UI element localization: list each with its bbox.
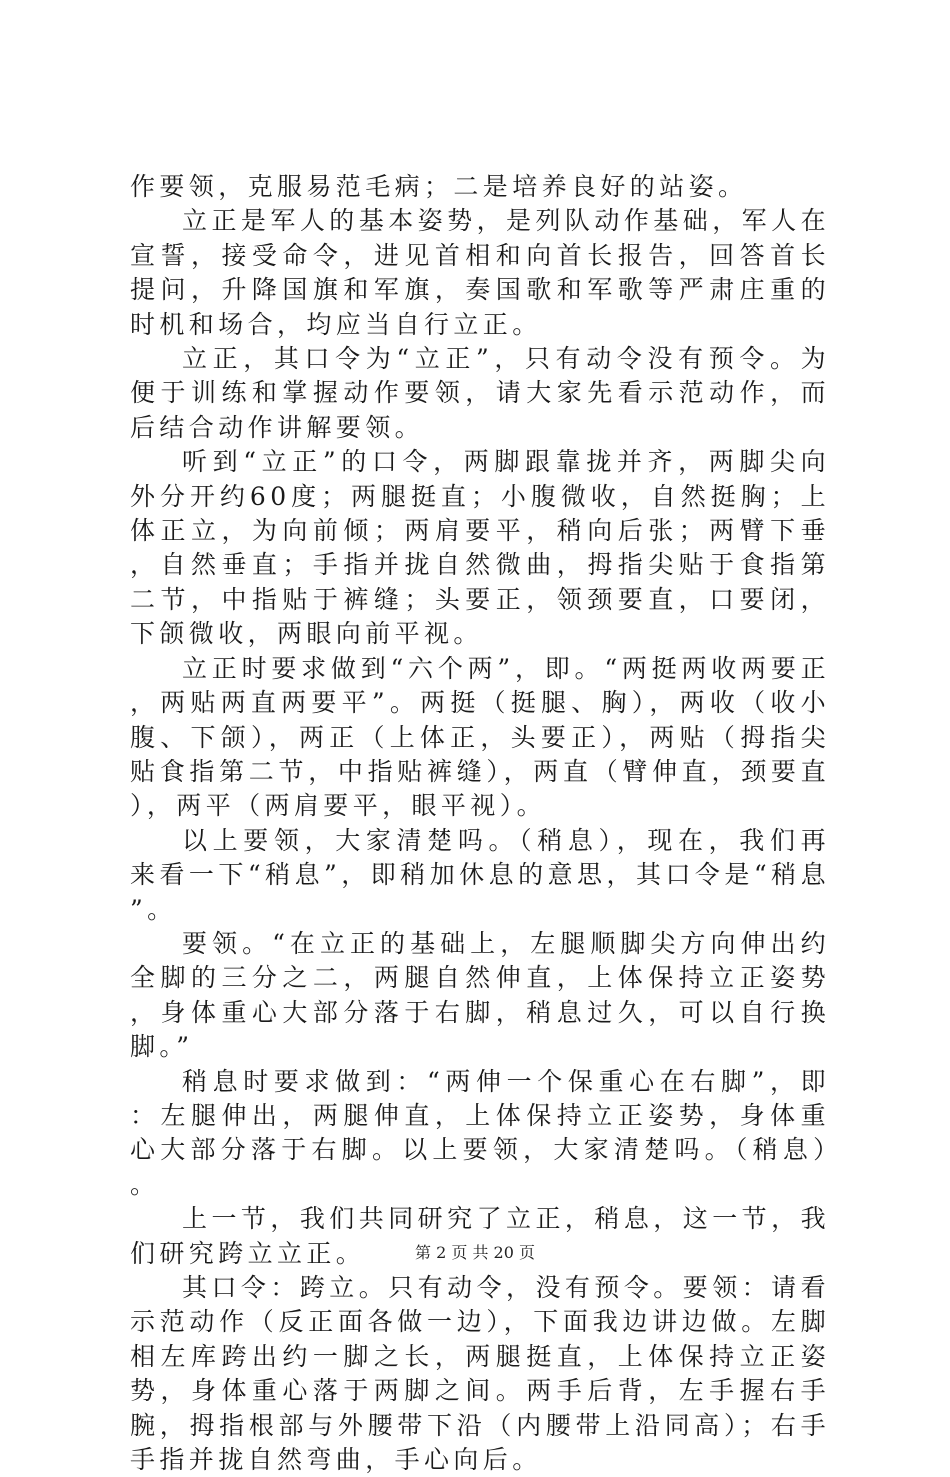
- paragraph: 上一节，我们共同研究了立正，稍息，这一节，我们研究跨立立正。: [130, 1204, 830, 1268]
- document-body: [130, 170, 830, 1477]
- paragraph: 听到“立正”的口令，两脚跟靠拢并齐，两脚尖向外分开约60度；两腿挺直；小腹微收，自然挺胸；上体正立，为向前倾；两肩要平，稍向后张；两臂下垂，自然垂直；手指并拢自然微曲，拇指尖贴于食指第二节，中指贴于裤缝；头要正，领颈要直，口要闭，下颌微收，两眼向前平视。: [130, 447, 830, 649]
- paragraph: 要领。“在立正的基础上，左腿顺脚尖方向伸出约全脚的三分之二，两腿自然伸直，上体保持立正姿势，身体重心大部分落于右脚，稍息过久，可以自行换脚。”: [130, 928, 830, 1062]
- paragraph: 立正，其口令为“立正”，只有动令没有预令。为便于训练和掌握动作要领，请大家先看示范动作，而后结合动作讲解要领。: [130, 344, 830, 442]
- paragraph: 立正是军人的基本姿势，是列队动作基础，军人在宣誓，接受命令，进见首相和向首长报告，回答首长提问，升降国旗和军旗，奏国歌和军歌等严肃庄重的时机和场合，均应当自行立正。: [130, 206, 830, 339]
- paragraph: 以上要领，大家清楚吗。（稍息），现在，我们再来看一下“稍息”，即稍加休息的意思，其口令是“稍息”。: [130, 825, 830, 924]
- page-number-footer: 第 2 页 共 20 页: [415, 1243, 535, 1262]
- paragraph: 其口令：跨立。只有动令，没有预令。要领：请看示范动作（反正面各做一边），下面我边讲边做。左脚相左库跨出约一脚之长，两腿挺直，上体保持立正姿势，身体重心落于两脚之间。两手后背，左手握右手腕，拇指根部与外腰带下沿（内腰带上沿同高）；右手手指并拢自然弯曲，手心向后。: [130, 1273, 830, 1475]
- paragraph: 立正时要求做到“六个两”，即。“两挺两收两要正，两贴两直两要平”。两挺（挺腿、胸），两收（收小腹、下颌），两正（上体正，头要正），两贴（拇指尖贴食指第二节，中指贴裤缝），两直（臂伸直，颈要直），两平（两肩要平，眼平视）。: [130, 653, 830, 821]
- paragraph: 稍息时要求做到：“两伸一个保重心在右脚”，即：左腿伸出，两腿伸直，上体保持立正姿势，身体重心大部分落于右脚。以上要领，大家清楚吗。（稍息）。: [130, 1066, 830, 1199]
- paragraph: 作要领，克服易范毛病；二是培养良好的站姿。: [130, 172, 748, 201]
